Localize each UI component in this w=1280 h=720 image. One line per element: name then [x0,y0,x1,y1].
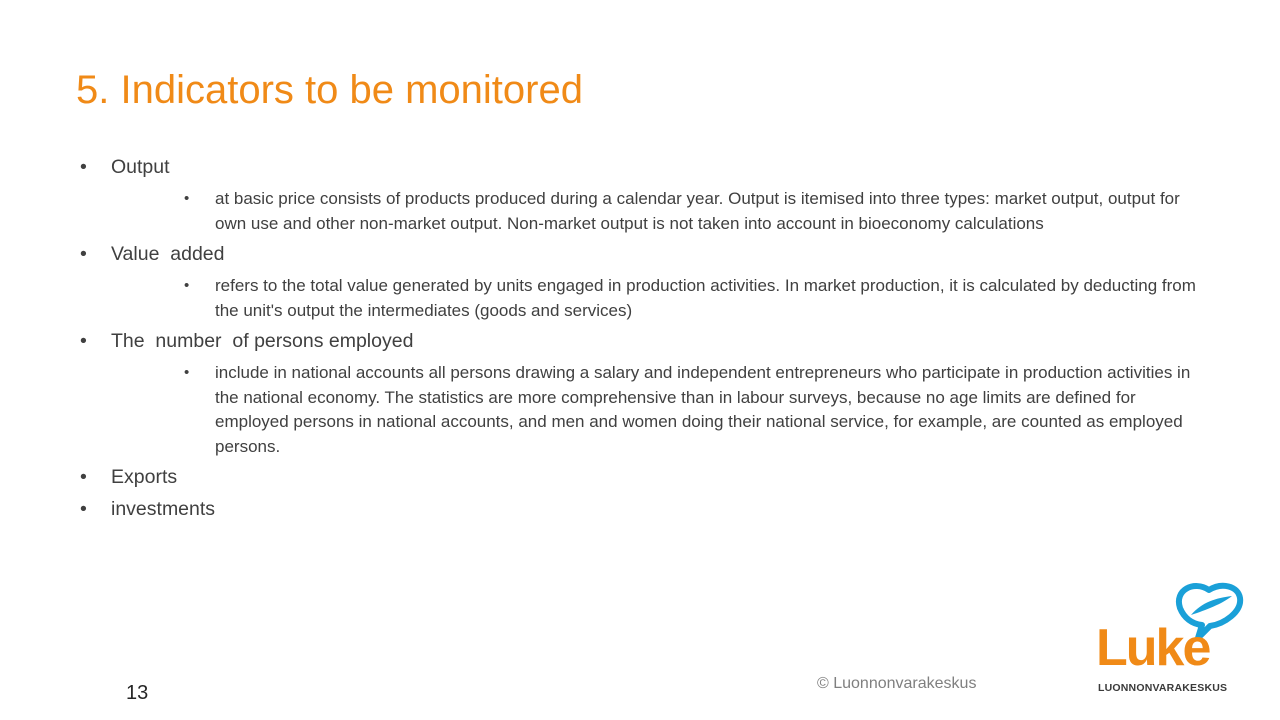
list-item-label: Exports [111,466,178,488]
logo-subtitle: LUONNONVARAKESKUS [1098,682,1228,694]
list-item-label: Output [111,156,170,178]
sub-item-value-added-description [184,274,1210,323]
sub-item-text: include in national accounts all persons drawing a salary and independent entrepreneurs who participate in production activities in the national economy. The statistics are more comprehensive than in labour surveys, because no age limits are defined for employed persons in national accounts, and men and women doing their national service, for example, are counted as employed persons. [215,363,1191,456]
bullet-icon: • [184,277,190,294]
sub-item-persons-employed-description [184,361,1210,459]
luke-logo [1094,580,1244,700]
sub-item-output-description [184,187,1210,236]
list-item-exports [80,465,1210,489]
list-item-value-added [80,242,1210,266]
bullet-icon: • [80,498,87,520]
copyright-notice: © Luonnonvarakeskus [817,675,977,692]
bullet-icon: • [80,243,87,265]
sub-item-text: at basic price consists of products produced during a calendar year. Output is itemised into three types: market output, output for own use and other non-market output. Non-market output is not taken into account in bioeconomy calculations [215,189,1180,233]
bullet-icon: • [184,364,190,381]
logo-wordmark: Luke [1096,619,1210,677]
slide-title: 5. Indicators to be monitored [76,68,583,112]
page-number: 13 [126,682,149,704]
sub-item-text: refers to the total value generated by units engaged in production activities. In market production, it is calculated by deducting from the unit's output the intermediates (goods and services) [215,276,1196,320]
list-item-label: Value added [111,243,225,265]
bullet-icon: • [80,330,87,352]
list-item-label: investments [111,498,216,520]
list-item-label: The number of persons employed [111,330,414,352]
list-item-investments [80,497,1210,521]
bullet-icon: • [80,466,87,488]
bullet-icon: • [184,190,190,207]
list-item-persons-employed [80,329,1210,353]
list-item-output [80,155,1210,179]
bullet-list [80,155,1210,529]
bullet-icon: • [80,156,87,178]
